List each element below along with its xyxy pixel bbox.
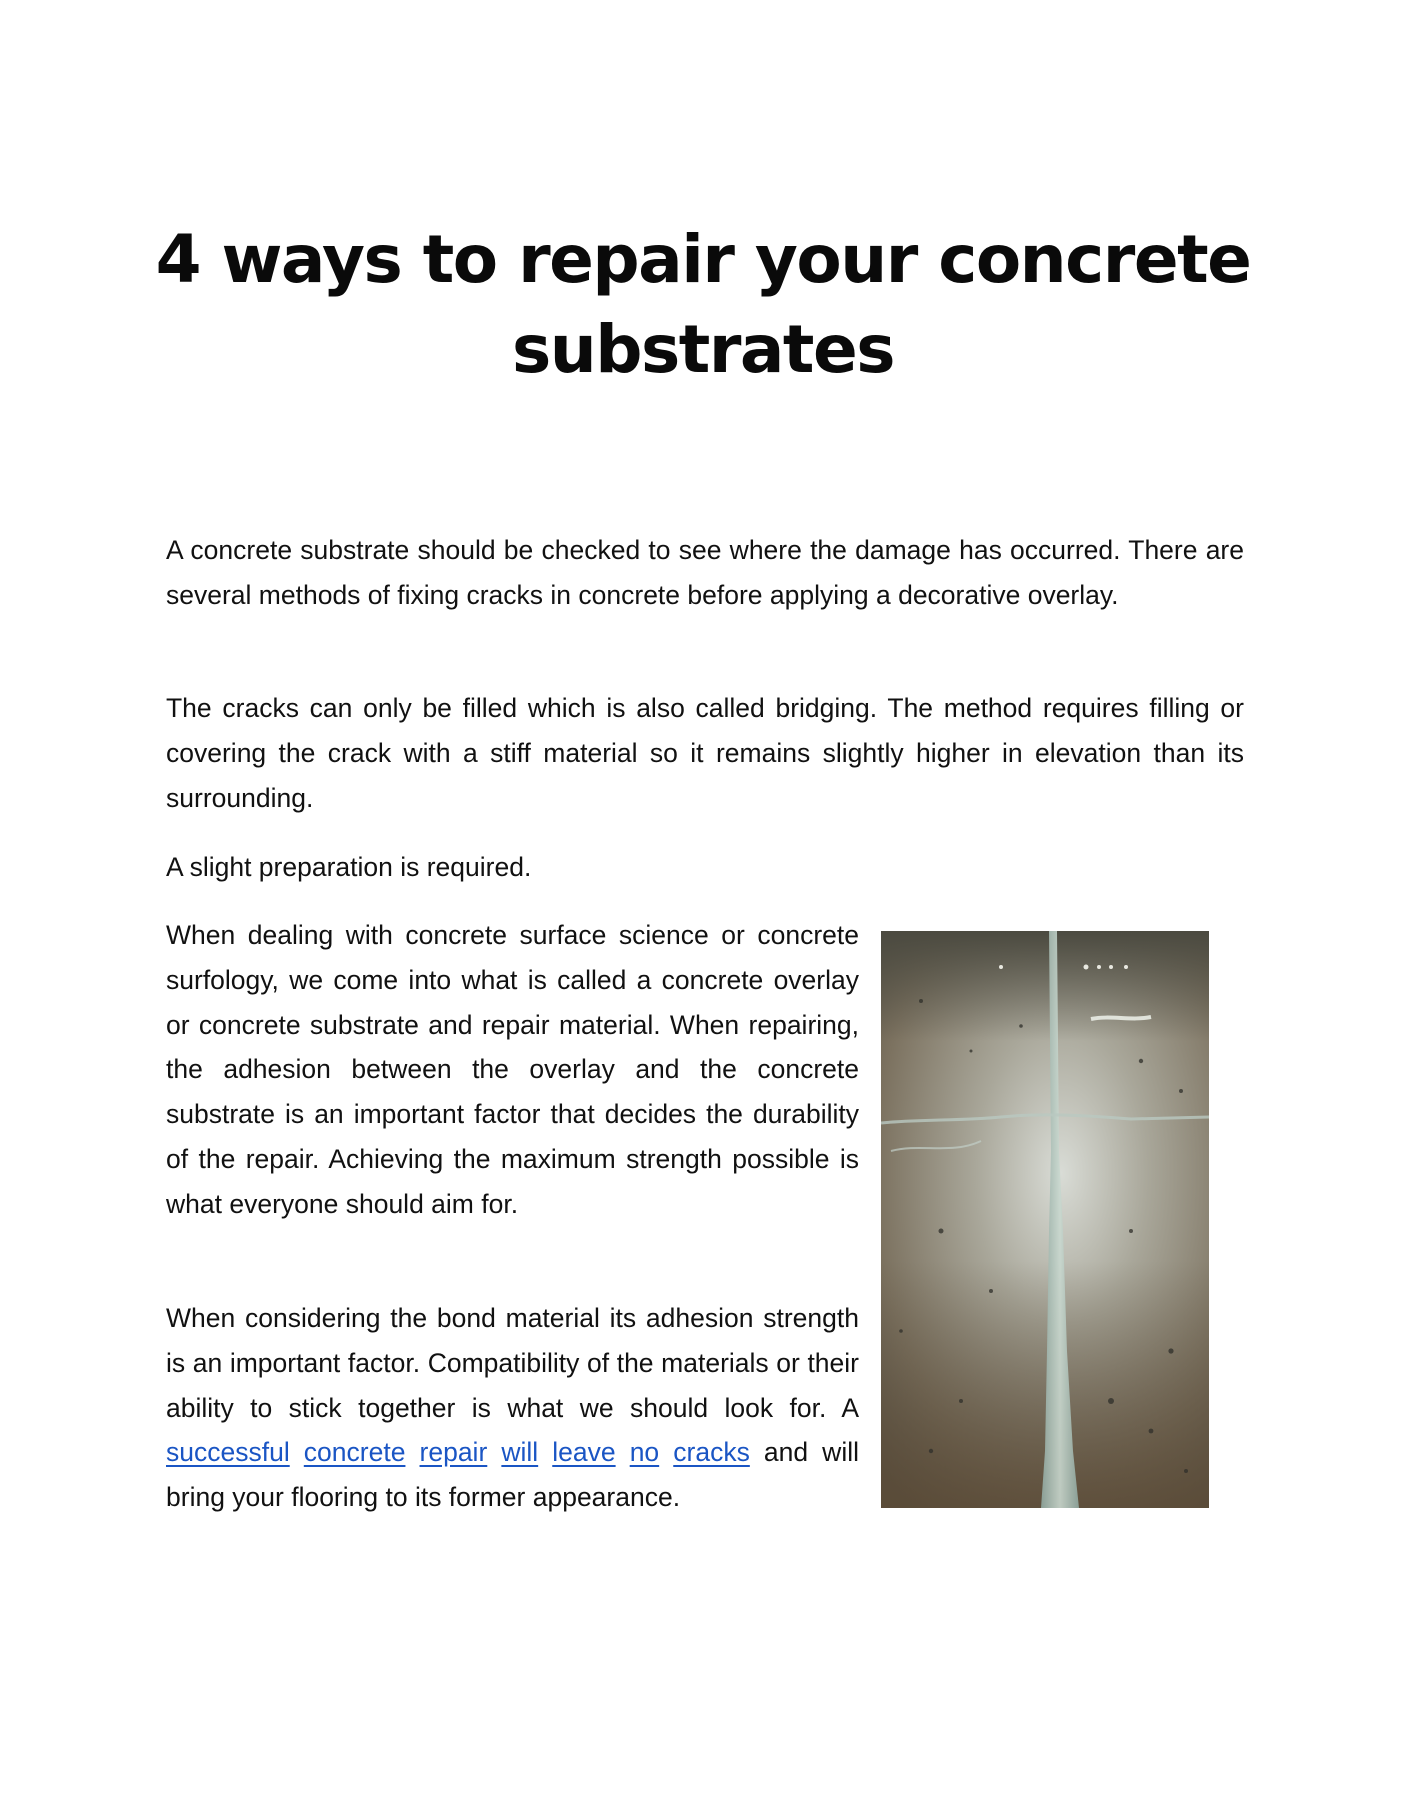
concrete-crack-photo: [881, 931, 1209, 1508]
paragraph-bond-material: [166, 1296, 859, 1520]
document-title: [150, 215, 1256, 395]
link-repair[interactable]: repair: [419, 1437, 488, 1468]
paragraph-bridging: The cracks can only be filled which is also called bridging. The method requires filling or covering the crack with a stiff material so it remains slightly higher in elevation than its surrounding.: [166, 693, 1244, 813]
paragraph-intro: A concrete substrate should be checked to see where the damage has occurred. There are several methods of fixing cracks in concrete before applying a decorative overlay.: [166, 535, 1244, 610]
link-cracks[interactable]: cracks: [673, 1437, 750, 1468]
title-line-1: 4 ways to repair your concrete: [155, 221, 1251, 298]
paragraph-preparation: A slight preparation is required.: [166, 852, 532, 882]
link-successful[interactable]: successful: [166, 1437, 290, 1468]
link-leave[interactable]: leave: [552, 1437, 616, 1468]
link-will[interactable]: will: [501, 1437, 539, 1468]
link-no[interactable]: no: [629, 1437, 660, 1468]
paragraph-bond-text-before: When considering the bond material its adhesion strength is an important factor. Compatibility of the materials or their ability to stick together is what we should look for. A: [166, 1303, 859, 1423]
link-concrete[interactable]: concrete: [303, 1437, 406, 1468]
paragraph-bond-text-after: and will bring your flooring to its former appearance.: [166, 1437, 859, 1513]
title-line-2: substrates: [511, 311, 895, 388]
paragraph-surfology: When dealing with concrete surface science or concrete surfology, we come into what is called a concrete overlay or concrete substrate and repair material. When repairing, the adhesion between the overlay and the concrete substrate is an important factor that decides the durability of the repair. Achieving the maximum strength possible is what everyone should aim for.: [166, 920, 859, 1219]
